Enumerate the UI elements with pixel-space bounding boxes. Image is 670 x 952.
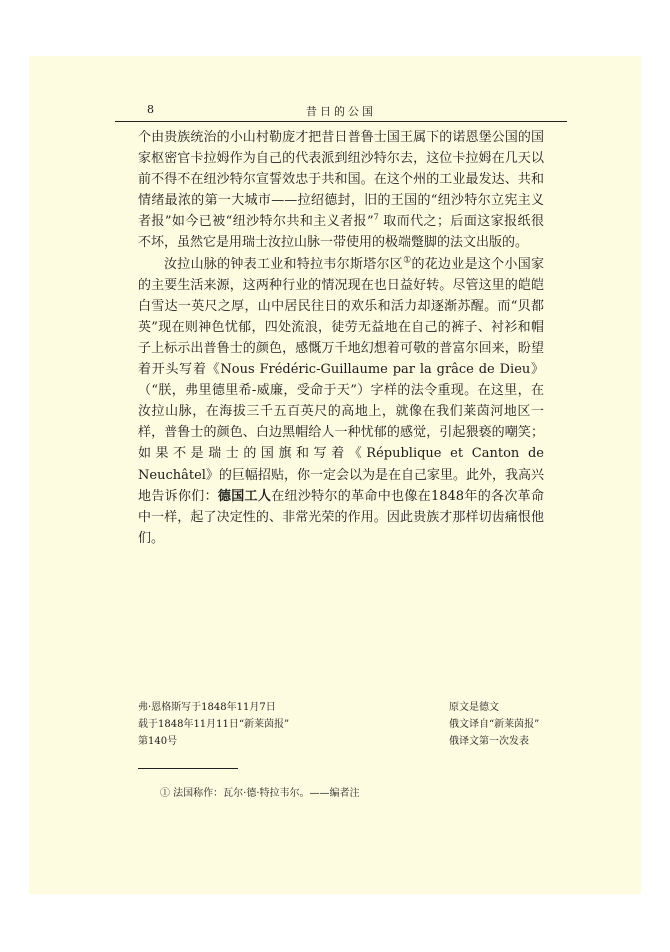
- running-title: 昔日的公国: [306, 105, 376, 118]
- source-left-line: 载于1848年11月11日“新莱茵报”: [138, 719, 290, 730]
- paragraph-1-text: 个由贵族统治的小山村勒庞才把昔日普鲁士国王属下的诺恩堡公国的国家枢密官卡拉姆作为自己的代表派到纽沙特尔去，这位卡拉姆在几天以前不得不在纽沙特尔宣誓效忠于共和国。在这个州的工业最发达、共和情绪最浓的第一大城市——拉绍德封，旧的王国的“纽沙特尔立宪主义者报”如今已被“纽沙特尔共和主义者报”: [138, 130, 544, 230]
- paragraph-2: [138, 254, 544, 549]
- paragraph-2-start: 汝拉山脉的钟表工业和特拉韦尔斯塔尔区: [164, 256, 404, 272]
- footnote-reference[interactable]: ①: [403, 255, 412, 266]
- body-text: [138, 127, 544, 549]
- source-note-left: [138, 699, 289, 750]
- source-note-right: [449, 699, 539, 750]
- source-right-line: 原文是德文: [449, 702, 499, 713]
- paragraph-2-end: 在纽沙特尔的革命中也像在1848年的各次革命中一样，起了决定性的、非常光荣的作用。因此贵族才那样切齿痛恨他们。: [138, 488, 544, 546]
- emphasized-text: 德国工人: [217, 488, 272, 504]
- paragraph-1-end: 取而代之；后面这家报纸很不坏，虽然它是用瑞士汝拉山脉一带使用的极端蹩脚的法文出版的。: [138, 214, 544, 251]
- editor-note-mark: 7: [373, 213, 379, 223]
- source-left-line: 第140号: [138, 736, 178, 747]
- paragraph-2-middle: 的花边业是这个小国家的主要生活来源，这两种行业的情况现在也日益好转。尽管这里的皑皑白雪达一英尺之厚，山中居民往日的欢乐和活力却逐渐苏醒。而“贝都英”现在则神色忧郁，四处流浪，徒劳无益地在自己的裤子、衬衫和帽子上标示出普鲁士的颜色，感慨万千地幻想着可敬的普富尔回来，盼望着开头写着《Nous Frédéric-Guillaume par la grâce de Dieu》（“朕，弗里德里希-威廉，受命于天”）字样的法令重现。在这里，在汝拉山脉，在海拔三千五百英尺的高地上，就像在我们莱茵河地区一样，普鲁士的颜色、白边黑帽给人一种忧郁的感觉，引起猥亵的嘲笑；如果不是瑞士的国旗和写着《République et Canton de Neuchâtel》的巨幅招贴，你一定会以为是在自己家里。此外，我高兴地告诉你们：: [138, 256, 544, 504]
- page-header: [115, 101, 567, 122]
- source-right-line: 俄译文第一次发表: [449, 736, 529, 747]
- source-right-line: 俄文译自“新莱茵报”: [449, 719, 540, 730]
- page-number: 8: [147, 103, 154, 116]
- source-left-line: 弗·恩格斯写于1848年11月7日: [138, 702, 276, 713]
- paragraph-1: [138, 127, 544, 254]
- footnote: ① 法国称作：瓦尔·德·特拉韦尔。——编者注: [160, 788, 360, 799]
- footnote-divider: [138, 768, 238, 769]
